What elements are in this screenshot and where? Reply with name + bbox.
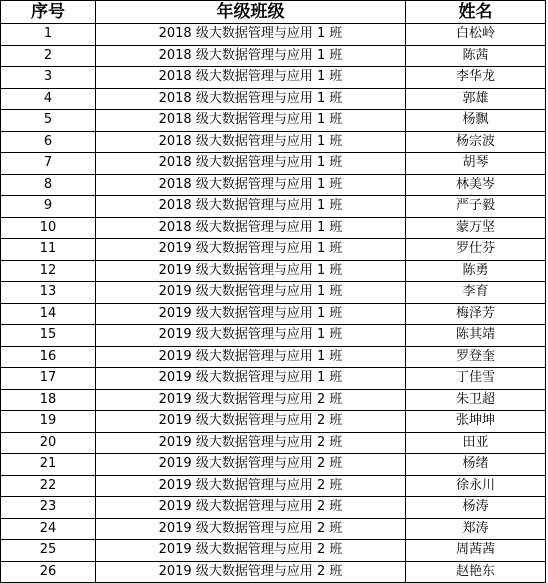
cell-number: 13 bbox=[1, 282, 96, 304]
table-row bbox=[1, 475, 546, 497]
cell-number: 5 bbox=[1, 110, 96, 132]
cell-name: 蒙万坚 bbox=[406, 217, 546, 239]
table-row bbox=[1, 325, 546, 347]
cell-name: 朱卫超 bbox=[406, 389, 546, 411]
table-row bbox=[1, 45, 546, 67]
cell-name: 陈茜 bbox=[406, 45, 546, 67]
table-row bbox=[1, 88, 546, 110]
cell-name: 徐永川 bbox=[406, 475, 546, 497]
cell-number: 12 bbox=[1, 260, 96, 282]
cell-name: 严子毅 bbox=[406, 196, 546, 218]
table-row bbox=[1, 389, 546, 411]
cell-number: 9 bbox=[1, 196, 96, 218]
table-row bbox=[1, 153, 546, 175]
table-row bbox=[1, 454, 546, 476]
cell-number: 14 bbox=[1, 303, 96, 325]
cell-number: 3 bbox=[1, 67, 96, 89]
cell-grade-class: 2019 级大数据管理与应用 2 班 bbox=[96, 540, 406, 562]
cell-grade-class: 2018 级大数据管理与应用 1 班 bbox=[96, 196, 406, 218]
cell-grade-class: 2019 级大数据管理与应用 1 班 bbox=[96, 239, 406, 261]
cell-number: 10 bbox=[1, 217, 96, 239]
cell-number: 11 bbox=[1, 239, 96, 261]
cell-grade-class: 2019 级大数据管理与应用 2 班 bbox=[96, 389, 406, 411]
table-row bbox=[1, 411, 546, 433]
cell-name: 郑涛 bbox=[406, 518, 546, 540]
table-row bbox=[1, 110, 546, 132]
table-row bbox=[1, 260, 546, 282]
cell-grade-class: 2018 级大数据管理与应用 1 班 bbox=[96, 131, 406, 153]
table-row bbox=[1, 24, 546, 46]
cell-name: 杨飘 bbox=[406, 110, 546, 132]
cell-number: 25 bbox=[1, 540, 96, 562]
cell-grade-class: 2018 级大数据管理与应用 1 班 bbox=[96, 24, 406, 46]
cell-grade-class: 2019 级大数据管理与应用 2 班 bbox=[96, 475, 406, 497]
table-row bbox=[1, 282, 546, 304]
cell-number: 8 bbox=[1, 174, 96, 196]
cell-number: 24 bbox=[1, 518, 96, 540]
cell-grade-class: 2019 级大数据管理与应用 1 班 bbox=[96, 368, 406, 390]
cell-name: 杨涛 bbox=[406, 497, 546, 519]
cell-name: 赵艳东 bbox=[406, 561, 546, 583]
table-row bbox=[1, 174, 546, 196]
table-row bbox=[1, 196, 546, 218]
cell-name: 胡琴 bbox=[406, 153, 546, 175]
cell-grade-class: 2018 级大数据管理与应用 1 班 bbox=[96, 110, 406, 132]
cell-name: 郭雄 bbox=[406, 88, 546, 110]
cell-grade-class: 2019 级大数据管理与应用 1 班 bbox=[96, 303, 406, 325]
cell-name: 陈勇 bbox=[406, 260, 546, 282]
cell-grade-class: 2018 级大数据管理与应用 1 班 bbox=[96, 174, 406, 196]
cell-name: 李育 bbox=[406, 282, 546, 304]
table-row bbox=[1, 540, 546, 562]
cell-grade-class: 2019 级大数据管理与应用 1 班 bbox=[96, 260, 406, 282]
cell-name: 梅泽芳 bbox=[406, 303, 546, 325]
cell-number: 2 bbox=[1, 45, 96, 67]
table-row bbox=[1, 518, 546, 540]
cell-name: 林美岑 bbox=[406, 174, 546, 196]
cell-number: 7 bbox=[1, 153, 96, 175]
cell-number: 21 bbox=[1, 454, 96, 476]
cell-number: 4 bbox=[1, 88, 96, 110]
table-row bbox=[1, 67, 546, 89]
header-grade-class: 年级班级 bbox=[96, 1, 406, 24]
cell-number: 1 bbox=[1, 24, 96, 46]
cell-number: 18 bbox=[1, 389, 96, 411]
cell-number: 23 bbox=[1, 497, 96, 519]
table-body bbox=[1, 24, 546, 583]
table-row bbox=[1, 346, 546, 368]
cell-number: 15 bbox=[1, 325, 96, 347]
header-name: 姓名 bbox=[406, 1, 546, 24]
cell-name: 杨宗波 bbox=[406, 131, 546, 153]
cell-number: 17 bbox=[1, 368, 96, 390]
table-row bbox=[1, 131, 546, 153]
table-row bbox=[1, 303, 546, 325]
table-row bbox=[1, 561, 546, 583]
cell-number: 6 bbox=[1, 131, 96, 153]
cell-name: 罗登奎 bbox=[406, 346, 546, 368]
table-row bbox=[1, 239, 546, 261]
cell-name: 李华龙 bbox=[406, 67, 546, 89]
cell-grade-class: 2019 级大数据管理与应用 2 班 bbox=[96, 497, 406, 519]
cell-grade-class: 2019 级大数据管理与应用 1 班 bbox=[96, 346, 406, 368]
cell-grade-class: 2018 级大数据管理与应用 1 班 bbox=[96, 217, 406, 239]
cell-grade-class: 2019 级大数据管理与应用 2 班 bbox=[96, 432, 406, 454]
cell-grade-class: 2019 级大数据管理与应用 2 班 bbox=[96, 518, 406, 540]
cell-grade-class: 2018 级大数据管理与应用 1 班 bbox=[96, 45, 406, 67]
cell-grade-class: 2019 级大数据管理与应用 1 班 bbox=[96, 282, 406, 304]
cell-grade-class: 2019 级大数据管理与应用 2 班 bbox=[96, 411, 406, 433]
table-row bbox=[1, 368, 546, 390]
cell-name: 丁佳雪 bbox=[406, 368, 546, 390]
header-number: 序号 bbox=[1, 1, 96, 24]
cell-name: 陈其靖 bbox=[406, 325, 546, 347]
cell-number: 22 bbox=[1, 475, 96, 497]
cell-name: 周茜茜 bbox=[406, 540, 546, 562]
cell-name: 白松岭 bbox=[406, 24, 546, 46]
table-row bbox=[1, 497, 546, 519]
cell-name: 罗仕芬 bbox=[406, 239, 546, 261]
cell-grade-class: 2018 级大数据管理与应用 1 班 bbox=[96, 153, 406, 175]
table-row bbox=[1, 432, 546, 454]
cell-number: 20 bbox=[1, 432, 96, 454]
cell-grade-class: 2019 级大数据管理与应用 2 班 bbox=[96, 454, 406, 476]
cell-grade-class: 2018 级大数据管理与应用 1 班 bbox=[96, 88, 406, 110]
cell-name: 杨绪 bbox=[406, 454, 546, 476]
cell-name: 张坤坤 bbox=[406, 411, 546, 433]
cell-grade-class: 2019 级大数据管理与应用 2 班 bbox=[96, 561, 406, 583]
cell-number: 26 bbox=[1, 561, 96, 583]
header-row bbox=[1, 1, 546, 24]
cell-grade-class: 2018 级大数据管理与应用 1 班 bbox=[96, 67, 406, 89]
cell-name: 田亚 bbox=[406, 432, 546, 454]
cell-number: 16 bbox=[1, 346, 96, 368]
cell-grade-class: 2019 级大数据管理与应用 1 班 bbox=[96, 325, 406, 347]
cell-number: 19 bbox=[1, 411, 96, 433]
table-row bbox=[1, 217, 546, 239]
